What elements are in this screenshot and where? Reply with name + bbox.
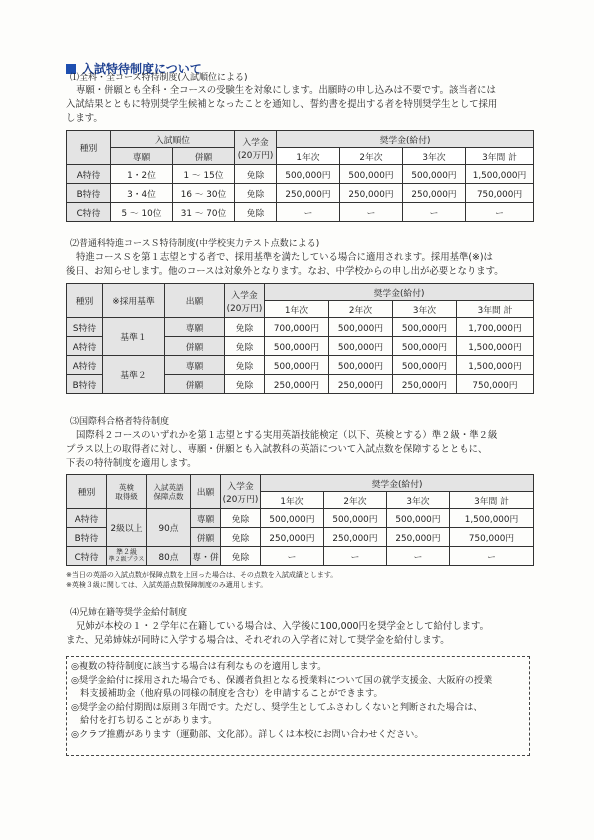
cell: C特待 (67, 203, 111, 222)
cell: 1,500,000円 (457, 337, 534, 356)
table-row (67, 509, 534, 528)
cell: ー (324, 547, 387, 566)
th-entry: 入学金 (20万円) (225, 284, 265, 318)
cell: 250,000円 (387, 528, 450, 547)
cell: 250,000円 (324, 528, 387, 547)
th-scholarship: 奨学金(給付) (265, 284, 534, 301)
cell: 1,500,000円 (466, 165, 534, 184)
cell: 専願 (165, 318, 225, 337)
cell: 250,000円 (403, 184, 466, 203)
th-y1: 1年次 (261, 492, 324, 509)
th-entry: 入学金 (20万円) (221, 475, 261, 509)
cell: 1・2位 (111, 165, 173, 184)
cell: ー (277, 203, 340, 222)
cell: 併願 (191, 528, 221, 547)
cell: ー (450, 547, 534, 566)
s2-table (66, 283, 534, 394)
cell: 専願 (165, 356, 225, 375)
cell: 免除 (221, 547, 261, 566)
th-total: 3年間 計 (450, 492, 534, 509)
box-line: 料支援補助金（他府県の同様の制度を含む）を申請することができます。 (71, 688, 383, 700)
cell: ー (261, 547, 324, 566)
table-row (67, 356, 534, 375)
cell: 500,000円 (393, 337, 457, 356)
table-row (67, 318, 534, 337)
cell: 500,000円 (277, 165, 340, 184)
cell: 500,000円 (329, 356, 393, 375)
cell: 500,000円 (329, 318, 393, 337)
s4-line: 兄姉が本校の１・２学年に在籍している場合は、入学後に100,000円を奨学金として給付します。 (76, 621, 490, 632)
th-rank: 入試順位 (111, 131, 235, 148)
cell: 1 ～ 15位 (173, 165, 235, 184)
box-line: ◎奨学金給付に採用された場合でも、保護者負担となる授業料について国の就学支援金、大阪府の授業 (71, 674, 493, 686)
s3-table (66, 474, 534, 566)
cell: ー (340, 203, 403, 222)
cell: 専・併 (191, 547, 221, 566)
th-total: 3年間 計 (457, 301, 534, 318)
cell: A特待 (67, 509, 107, 528)
cell: 500,000円 (393, 356, 457, 375)
s3-description (66, 429, 546, 471)
s1-table (66, 130, 534, 222)
guaranteed-score: 90点 (147, 509, 191, 547)
cell: A特待 (67, 356, 103, 375)
cell: 免除 (221, 528, 261, 547)
th-y2: 2年次 (340, 148, 403, 165)
cell: C特待 (67, 547, 107, 566)
box-line: ◎奨学金の給付期間は原則３年間です。ただし、奨学生としてふさわしくないと判断された場合は、 (71, 701, 483, 713)
cell: ー (403, 203, 466, 222)
s2-title: ⑵普通科特進コースＳ特待制度(中学校実力テスト点数による) (70, 239, 320, 249)
cell: 500,000円 (265, 356, 329, 375)
cell: 750,000円 (450, 528, 534, 547)
cell: 500,000円 (324, 509, 387, 528)
table-row (67, 184, 534, 203)
cell: 500,000円 (329, 337, 393, 356)
th-y3: 3年次 (393, 301, 457, 318)
eiken-level-p: 準２級 準２級プラス (107, 547, 147, 566)
s2-description (66, 251, 546, 279)
cell: 免除 (221, 509, 261, 528)
th-y2: 2年次 (329, 301, 393, 318)
cell: A特待 (67, 337, 103, 356)
cell: B特待 (67, 184, 111, 203)
table-row (67, 547, 534, 566)
cell: 500,000円 (393, 318, 457, 337)
th-type: 種別 (67, 131, 111, 165)
cell: 500,000円 (261, 509, 324, 528)
cell: 専願 (191, 509, 221, 528)
th-y2: 2年次 (324, 492, 387, 509)
cell: 免除 (235, 184, 277, 203)
s3-note: ※当日の英語の入試点数が保障点数を上回った場合は、その点数を入試成績とします。 (66, 571, 338, 579)
s3-line: 下表の特待制度を適用します。 (66, 458, 197, 469)
guaranteed-score: 80点 (147, 547, 191, 566)
cell: B特待 (67, 375, 103, 394)
cell: 250,000円 (393, 375, 457, 394)
cell: 500,000円 (403, 165, 466, 184)
cell: 3・4位 (111, 184, 173, 203)
cell: 1,700,000円 (457, 318, 534, 337)
th-application: 出願 (165, 284, 225, 318)
cell: ー (466, 203, 534, 222)
criteria-1: 基準１ (103, 318, 165, 356)
cell: 1,500,000円 (457, 356, 534, 375)
cell: 750,000円 (457, 375, 534, 394)
cell: B特待 (67, 528, 107, 547)
s1-title: ⑴全科・全コース特待制度(入試順位による) (70, 73, 248, 83)
th-total: 3年間 計 (466, 148, 534, 165)
th-entry: 入学金 (20万円) (235, 131, 277, 165)
s1-line: します。 (66, 113, 103, 124)
s3-line: 国際科２コースのいずれかを第１志望とする実用英語技能検定（以下、英検とする）準２級・準２級 (76, 430, 498, 441)
cell: 免除 (235, 203, 277, 222)
s4-description (66, 620, 546, 648)
s1-line: 入試結果とともに特別奨学生候補となったことを通知し、誓約書を提出する者を特別奨学生として採用 (66, 99, 498, 110)
cell: 250,000円 (265, 375, 329, 394)
table-row (67, 203, 534, 222)
th-scholarship: 奨学金(給付) (277, 131, 534, 148)
th-type: 種別 (67, 475, 107, 509)
cell: 250,000円 (261, 528, 324, 547)
cell: 500,000円 (340, 165, 403, 184)
th-senngan: 専願 (111, 148, 173, 165)
s3-title: ⑶国際科合格者特待制度 (70, 417, 170, 427)
s1-line: 専願・併願とも全科・全コースの受験生を対象にします。出願時の申し込みは不要です。該当者には (76, 85, 496, 96)
cell: ー (387, 547, 450, 566)
cell: 700,000円 (265, 318, 329, 337)
cell: 31 ～ 70位 (173, 203, 235, 222)
cell: 250,000円 (277, 184, 340, 203)
s2-line: 特進コースＳを第１志望とする者で、採用基準を満たしている場合に適用されます。採用基準(※)は (76, 252, 493, 263)
th-score: 入試英語 保障点数 (147, 475, 191, 509)
s4-title: ⑷兄姉在籍等奨学金給付制度 (70, 608, 188, 618)
notes-box (66, 656, 530, 756)
s1-description (66, 84, 546, 126)
cell: A特待 (67, 165, 111, 184)
th-y1: 1年次 (277, 148, 340, 165)
criteria-2: 基準２ (103, 356, 165, 394)
cell: 16 ～ 30位 (173, 184, 235, 203)
th-heigan: 併願 (173, 148, 235, 165)
th-application: 出願 (191, 475, 221, 509)
cell: S特待 (67, 318, 103, 337)
table-row (67, 165, 534, 184)
th-criteria: ※採用基準 (103, 284, 165, 318)
cell: 免除 (225, 318, 265, 337)
cell: 250,000円 (340, 184, 403, 203)
cell: 1,500,000円 (450, 509, 534, 528)
cell: 250,000円 (329, 375, 393, 394)
th-y3: 3年次 (403, 148, 466, 165)
box-line: 給付を打ち切ることがあります。 (71, 715, 218, 727)
eiken-level: 2級以上 (107, 509, 147, 547)
s4-line: また、兄弟姉妹が同時に入学する場合は、それぞれの入学者に対して奨学金を給付します。 (66, 635, 450, 646)
s2-line: 後日、お知らせします。他のコースは対象外となります。なお、中学校からの申し出が必要となります。 (66, 266, 504, 277)
th-y3: 3年次 (387, 492, 450, 509)
box-line: ◎複数の特待制度に該当する場合は有利なものを適用します。 (71, 661, 327, 672)
th-y1: 1年次 (265, 301, 329, 318)
th-type: 種別 (67, 284, 103, 318)
th-eiken: 英検 取得級 (107, 475, 147, 509)
cell: 500,000円 (265, 337, 329, 356)
cell: 免除 (235, 165, 277, 184)
th-scholarship: 奨学金(給付) (261, 475, 534, 492)
cell: 免除 (225, 375, 265, 394)
cell: 500,000円 (387, 509, 450, 528)
s3-note: ※英検３級に関しては、入試英語点数保障制度のみ適用します。 (66, 581, 268, 589)
cell: 5 ～ 10位 (111, 203, 173, 222)
cell: 併願 (165, 375, 225, 394)
cell: 免除 (225, 356, 265, 375)
cell: 750,000円 (466, 184, 534, 203)
cell: 免除 (225, 337, 265, 356)
s3-line: プラス以上の取得者に対し、専願・併願とも入試教科の英語について入試点数を保障するとともに、 (66, 444, 488, 455)
cell: 併願 (165, 337, 225, 356)
box-line: ◎クラブ推薦があります（運動部、文化部）。詳しくは本校にお問い合わせください。 (71, 728, 424, 740)
heading-text: 入試特待制度について (82, 62, 202, 76)
